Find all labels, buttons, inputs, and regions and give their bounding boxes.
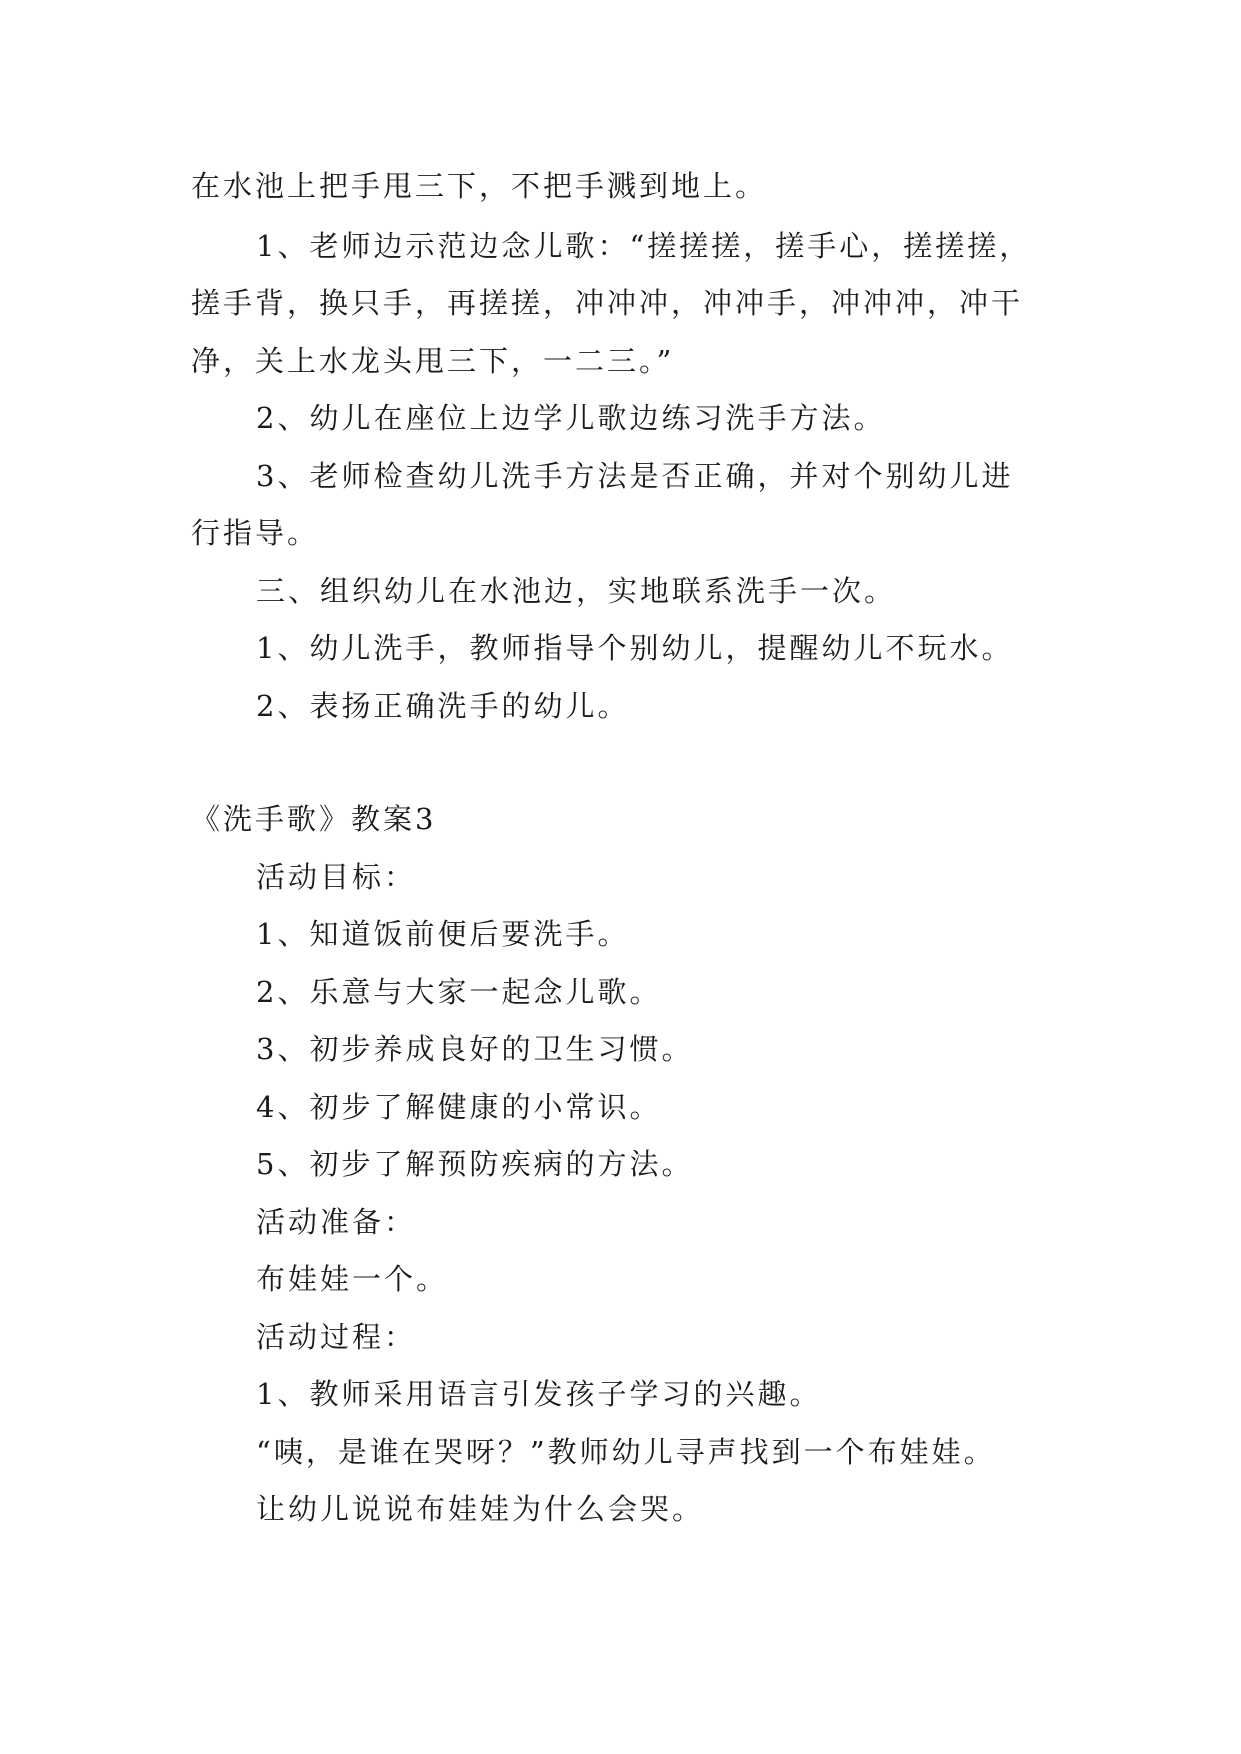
part3-step2: 2、表扬正确洗手的幼儿。 (256, 689, 630, 723)
section-title: 《洗手歌》教案3 (191, 802, 437, 836)
part3-heading: 三、组织幼儿在水池边，实地联系洗手一次。 (256, 574, 897, 608)
goal-item: 5、初步了解预防疾病的方法。 (256, 1147, 694, 1181)
step3-line2: 行指导。 (191, 516, 320, 550)
step1-line3: 净，关上水龙头甩三下，一二三。” (191, 344, 675, 378)
part3-step1: 1、幼儿洗手，教师指导个别幼儿，提醒幼儿不玩水。 (256, 631, 1014, 665)
goal-item: 1、知道饭前便后要洗手。 (256, 917, 630, 951)
step1-line2: 搓手背，换只手，再搓搓，冲冲冲，冲冲手，冲冲冲，冲干 (191, 286, 1024, 320)
prep-heading: 活动准备： (256, 1205, 417, 1239)
continuation-text: 在水池上把手甩三下，不把手溅到地上。 (191, 169, 768, 203)
process-step: 让幼儿说说布娃娃为什么会哭。 (256, 1492, 705, 1526)
process-heading: 活动过程： (256, 1320, 417, 1354)
goal-item: 4、初步了解健康的小常识。 (256, 1090, 662, 1124)
step1-line1: 1、老师边示范边念儿歌：“搓搓搓，搓手心，搓搓搓， (256, 229, 1032, 263)
process-step: 1、教师采用语言引发孩子学习的兴趣。 (256, 1377, 822, 1411)
prep-item: 布娃娃一个。 (256, 1262, 449, 1296)
goal-item: 2、乐意与大家一起念儿歌。 (256, 975, 662, 1009)
step2-text: 2、幼儿在座位上边学儿歌边练习洗手方法。 (256, 401, 886, 435)
goals-heading: 活动目标： (256, 860, 417, 894)
process-quote: “咦，是谁在哭呀？”教师幼儿寻声找到一个布娃娃。 (256, 1435, 996, 1469)
step3-line1: 3、老师检查幼儿洗手方法是否正确，并对个别幼儿进 (256, 459, 1014, 493)
goal-item: 3、初步养成良好的卫生习惯。 (256, 1032, 694, 1066)
